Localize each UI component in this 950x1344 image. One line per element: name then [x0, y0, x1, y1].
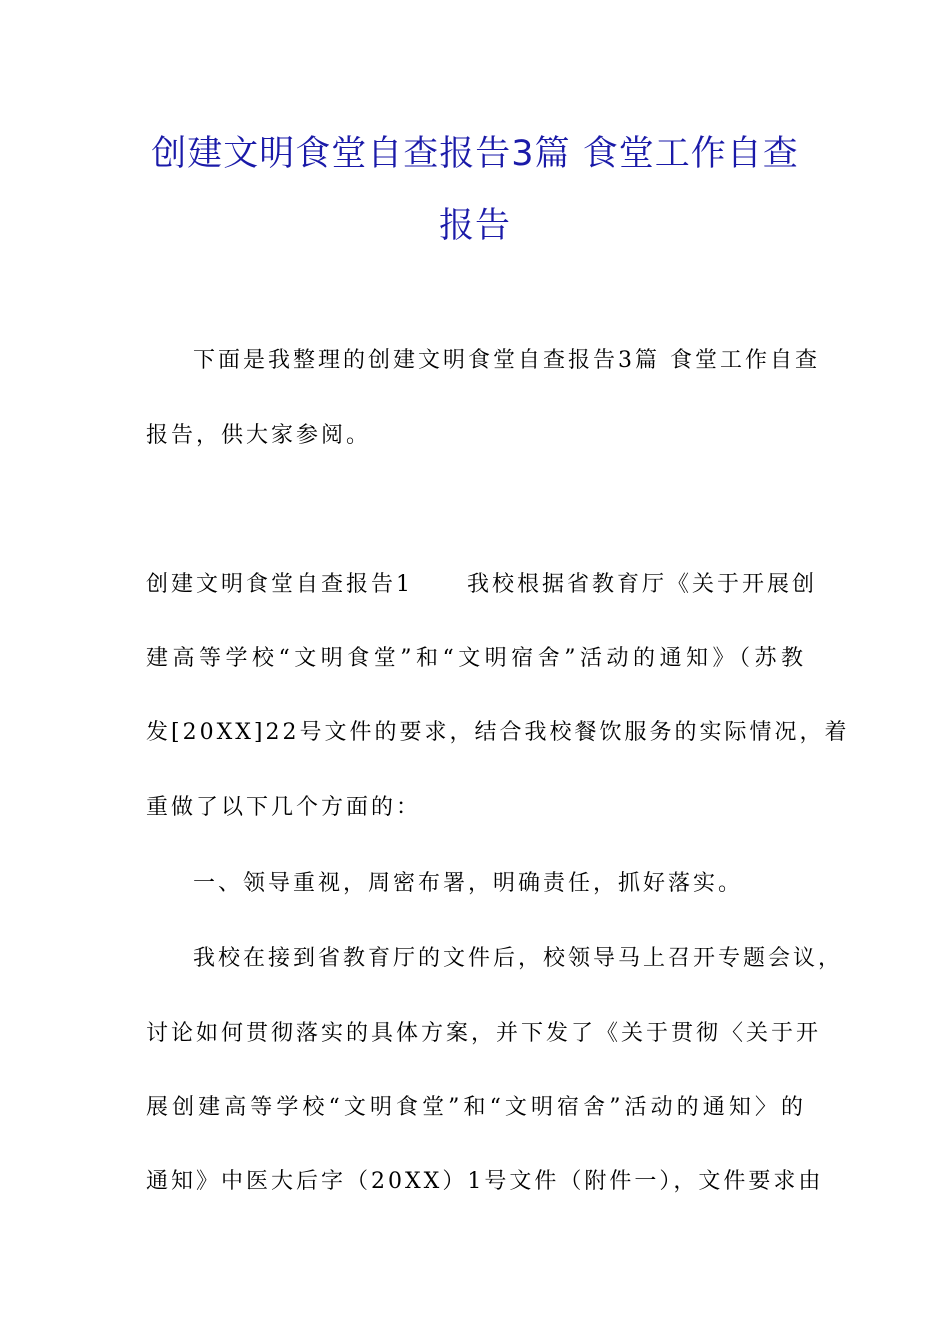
para2-line-3: 展创建高等学校“文明食堂”和“文明宿舍”活动的通知〉的	[146, 1095, 806, 1120]
para2-line-2: 讨论如何贯彻落实的具体方案，并下发了《关于贯彻〈关于开	[146, 1021, 822, 1046]
title-line-2: 报告	[438, 206, 511, 246]
document-title	[100, 118, 850, 262]
para2-line-1: 我校在接到省教育厅的文件后，校领导马上召开专题会议，	[193, 946, 844, 971]
para1-line-3: 发[20XX]22号文件的要求，结合我校餐饮服务的实际情况，着	[146, 720, 850, 745]
section-first-line	[146, 570, 818, 600]
title-line-1: 创建文明食堂自查报告3篇 食堂工作自查	[151, 134, 799, 174]
para1-line-2: 建高等学校“文明食堂”和“文明宿舍”活动的通知》（苏教	[146, 646, 806, 671]
para2-line-4: 通知》中医大后字（20XX）1号文件（附件一），文件要求由	[146, 1169, 824, 1194]
intro-line-2: 报告，供大家参阅。	[146, 423, 372, 448]
section-heading: 创建文明食堂自查报告1	[146, 572, 413, 597]
para1-line-1-text: 我校根据省教育厅《关于开展创	[467, 572, 818, 597]
intro-line-1: 下面是我整理的创建文明食堂自查报告3篇 食堂工作自查	[193, 348, 820, 373]
para1-line-4: 重做了以下几个方面的：	[146, 795, 422, 820]
point-1-heading: 一、领导重视，周密布署，明确责任，抓好落实。	[193, 871, 744, 896]
